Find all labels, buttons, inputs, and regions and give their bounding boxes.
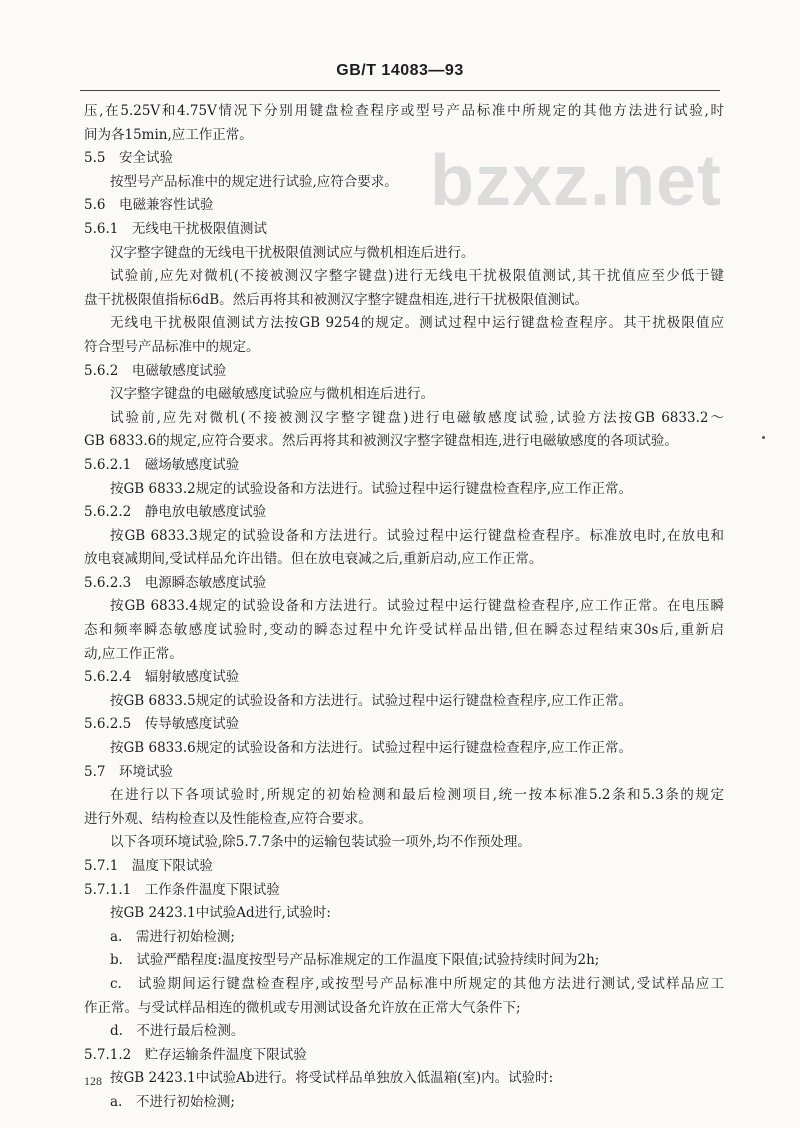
paragraph-line: 无线电干扰极限值测试方法按GB 9254的规定。测试过程中运行键盘检查程序。其干扰极限值应 — [110, 315, 724, 332]
paragraph-line: 进行外观、结构检查以及性能检查,应符合要求。 — [84, 810, 372, 827]
paragraph-line: 按GB 2423.1中试验Ab进行。将受试样品单独放入低温箱(室)内。试验时: — [110, 1070, 554, 1087]
document-body — [84, 100, 724, 1115]
paragraph-line: 在进行以下各项试验时,所规定的初始检测和最后检测项目,统一按本标准5.2条和5.3条的规定 — [110, 787, 724, 804]
paragraph-line: GB 6833.6的规定,应符合要求。然后再将其和被测汉字整字键盘相连,进行电磁敏感度的各项试验。 — [84, 433, 678, 450]
paragraph-line: 按GB 2423.1中试验Ad进行,试验时: — [110, 905, 331, 922]
paragraph-line: 压,在5.25V和4.75V情况下分别用键盘检查程序或型号产品标准中所规定的其他方法进行试验,时 — [84, 103, 724, 119]
page-number: 128 — [84, 1074, 102, 1088]
paragraph-line: 盘干扰极限值指标6dB。然后再将其和被测汉字整字键盘相连,进行干扰极限值测试。 — [84, 291, 588, 308]
paragraph-line: 放电衰减期间,受试样品允许出错。但在放电衰减之后,重新启动,应工作正常。 — [84, 551, 543, 568]
paragraph-line: 汉字整字键盘的电磁敏感度试验应与微机相连后进行。 — [110, 386, 434, 403]
paragraph-line: 作正常。与受试样品相连的微机或专用测试设备允许放在正常大气条件下; — [84, 999, 521, 1016]
watermark: bzxz.net — [430, 141, 723, 221]
section-heading-5-6-2: 5.6.2 电磁敏感度试验 — [84, 362, 227, 379]
paragraph-line: 按GB 6833.6规定的试验设备和方法进行。试验过程中运行键盘检查程序,应工作正常。 — [110, 740, 633, 757]
section-heading-5-5: 5.5 安全试验 — [84, 150, 173, 167]
paragraph-line: 以下各项环境试验,除5.7.7条中的运输包装试验一项外,均不作预处理。 — [110, 834, 531, 851]
paragraph-line: 间为各15min,应工作正常。 — [84, 126, 253, 143]
section-heading-5-6: 5.6 电磁兼容性试验 — [84, 197, 214, 214]
section-heading-5-6-2-2: 5.6.2.2 静电放电敏感度试验 — [84, 504, 267, 521]
paragraph-line: 汉字整字键盘的无线电干扰极限值测试应与微机相连后进行。 — [110, 244, 475, 261]
list-item-a: a. 不进行初始检测; — [110, 1093, 235, 1110]
section-heading-5-6-1: 5.6.1 无线电干扰极限值测试 — [84, 220, 267, 237]
section-heading-5-7: 5.7 环境试验 — [84, 763, 173, 780]
paragraph-line: 按型号产品标准中的规定进行试验,应符合要求。 — [110, 173, 398, 190]
paragraph-line: 动,应工作正常。 — [84, 645, 183, 662]
section-heading-5-6-2-5: 5.6.2.5 传导敏感度试验 — [84, 716, 240, 733]
standard-header: GB/T 14083—93 — [336, 62, 464, 79]
section-heading-5-7-1: 5.7.1 温度下限试验 — [84, 858, 213, 874]
paragraph-line: 按GB 6833.5规定的试验设备和方法进行。试验过程中运行键盘检查程序,应工作正常。 — [110, 692, 633, 709]
list-item-d: d. 不进行最后检测。 — [110, 1023, 245, 1040]
section-heading-5-7-1-2: 5.7.1.2 贮存运输条件温度下限试验 — [84, 1046, 307, 1063]
section-heading-5-7-1-1: 5.7.1.1 工作条件温度下限试验 — [84, 881, 280, 898]
header-divider — [80, 90, 720, 91]
list-item-a: a. 需进行初始检测; — [110, 928, 235, 945]
section-heading-5-6-2-4: 5.6.2.4 辐射敏感度试验 — [84, 669, 240, 686]
paragraph-line: 按GB 6833.2规定的试验设备和方法进行。试验过程中运行键盘检查程序,应工作正常。 — [110, 480, 633, 497]
section-heading-5-6-2-1: 5.6.2.1 磁场敏感度试验 — [84, 456, 240, 473]
scan-speck — [762, 436, 765, 439]
paragraph-line: 按GB 6833.4规定的试验设备和方法进行。试验过程中运行键盘检查程序,应工作正常。在电压瞬 — [110, 598, 724, 615]
paragraph-line: 试验前,应先对微机(不接被测汉字整字键盘)进行电磁敏感度试验,试验方法按GB 6833.2～ — [110, 409, 724, 426]
paragraph-line: 符合型号产品标准中的规定。 — [84, 338, 260, 355]
list-item-c: c. 试验期间运行键盘检查程序,或按型号产品标准中所规定的其他方法进行测试,受试样品应工 — [110, 975, 724, 992]
paragraph-line: 态和频率瞬态敏感度试验时,变动的瞬态过程中允许受试样品出错,但在瞬态过程结束30s后,重新启 — [84, 622, 724, 639]
paragraph-line: 按GB 6833.3规定的试验设备和方法进行。试验过程中运行键盘检查程序。标准放电时,在放电和 — [110, 527, 724, 544]
paragraph-line: 试验前,应先对微机(不接被测汉字整字键盘)进行无线电干扰极限值测试,其干扰值应至少低于键 — [110, 268, 724, 285]
list-item-b: b. 试验严酷程度:温度按型号产品标准规定的工作温度下限值;试验持续时间为2h; — [110, 952, 600, 969]
section-heading-5-6-2-3: 5.6.2.3 电源瞬态敏感度试验 — [84, 574, 267, 591]
